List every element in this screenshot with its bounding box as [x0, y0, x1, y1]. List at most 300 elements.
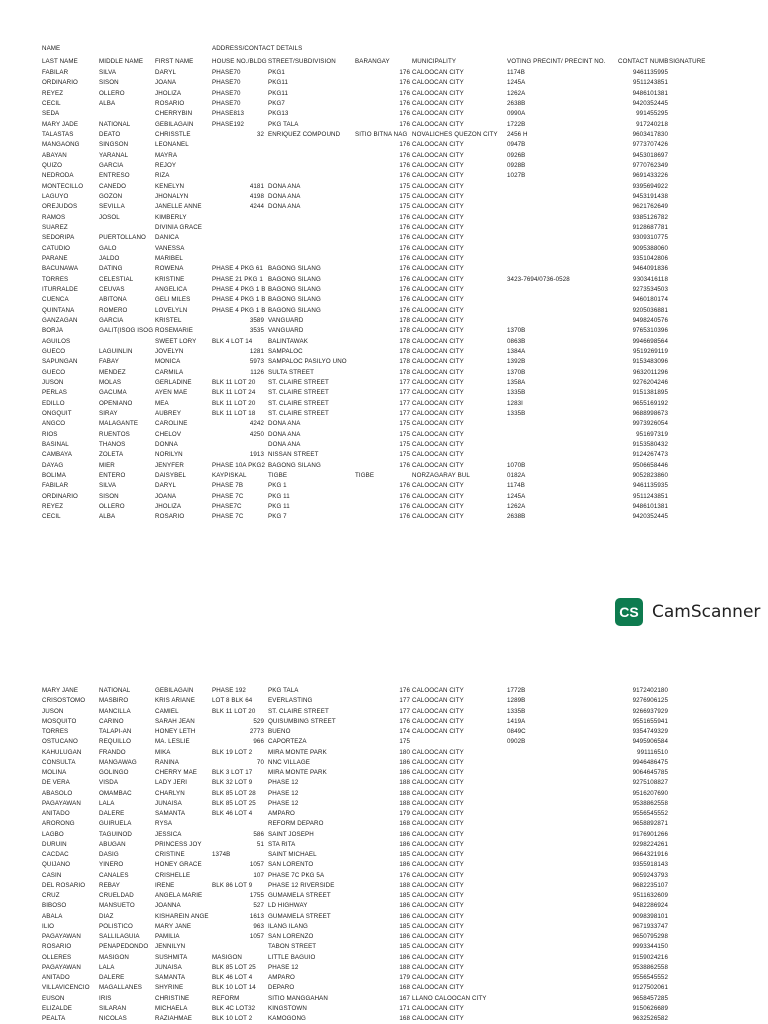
house-no-cell: 4181 — [249, 182, 264, 190]
last-name-cell: DURUIN — [42, 840, 67, 848]
first-name-cell: JANELLE ANNE — [155, 203, 202, 211]
municipality-cell: CALOOCAN CITY — [412, 306, 464, 314]
contact-number-cell: 9773707426 — [632, 141, 668, 149]
contact-number-cell: 9461135995 — [633, 69, 668, 76]
last-name-cell: BOLIMA — [42, 471, 66, 479]
street-cell: ENRIQUEZ COMPOUND — [268, 130, 341, 138]
district-no-cell: 186 — [399, 769, 410, 776]
street-cell: DONA ANA — [268, 420, 301, 428]
house-no-cell: 2773 — [249, 728, 264, 735]
district-no-cell: 176 — [399, 213, 410, 221]
contact-number-cell: 9671933747 — [632, 922, 668, 930]
middle-name-cell: GOLINGO — [99, 769, 129, 776]
table-row — [0, 512, 768, 522]
last-name-cell: ANITADO — [42, 810, 70, 817]
last-name-cell: MOLINA — [42, 769, 67, 776]
district-no-cell: 168 — [399, 1015, 410, 1022]
district-no-cell: 186 — [399, 912, 410, 920]
district-no-cell: 185 — [399, 892, 410, 899]
table-row — [0, 326, 768, 336]
house-no-cell: BLK 19 LOT 2 — [212, 748, 253, 756]
first-name-cell: GERLADINE — [155, 378, 192, 386]
table-row — [0, 140, 768, 150]
house-no-cell: PHASE 4 PKG 61 — [212, 265, 263, 273]
table-row — [0, 912, 768, 922]
contact-number-cell: 9655169192 — [632, 399, 668, 407]
middle-name-cell: TAGUINOD — [99, 830, 132, 838]
precinct-cell: 2638B — [507, 99, 526, 107]
first-name-cell: ROSARIO — [155, 99, 185, 107]
municipality-cell: CALOOCAN CITY — [412, 172, 464, 180]
contact-number-cell: 9551655941 — [632, 717, 668, 725]
contact-number-cell: 951697319 — [636, 430, 668, 438]
contact-number-cell: 9098398101 — [632, 912, 668, 920]
last-name-cell: DAYAG — [42, 461, 64, 469]
contact-number-cell: 9095388060 — [632, 244, 668, 252]
house-no-cell: BLK 10 LOT 2 — [212, 1015, 253, 1022]
last-name-cell: ORDINARIO — [42, 492, 78, 500]
table-row — [0, 850, 768, 860]
contact-number-cell: 9385126782 — [632, 213, 668, 221]
municipality-cell: CALOOCAN CITY — [412, 223, 464, 231]
middle-name-cell: POLISTICO — [99, 922, 133, 930]
contact-number-cell: 9486101381 — [632, 89, 668, 97]
district-no-cell: 178 — [399, 358, 410, 366]
street-cell: PKG TALA — [268, 687, 299, 694]
middle-name-cell: CANALES — [99, 871, 129, 879]
municipality-cell: CALOOCAN CITY — [412, 974, 464, 981]
street-cell: SULTA STREET — [268, 368, 315, 376]
house-no-cell: 527 — [253, 902, 264, 910]
house-no-cell: 529 — [253, 717, 264, 725]
contact-number-cell: 9511632609 — [633, 892, 668, 899]
house-no-cell: 1057 — [249, 933, 264, 940]
first-name-cell: ROWENA — [155, 265, 184, 273]
first-name-cell: KIMBERLY — [155, 213, 187, 221]
municipality-cell: CALOOCAN CITY — [412, 285, 464, 293]
district-no-cell: 175 — [399, 451, 410, 459]
house-no-cell: BLK 4C LOT32 — [212, 1004, 256, 1012]
street-cell: SAINT MICHAEL — [268, 851, 317, 858]
house-no-cell: 586 — [253, 830, 264, 838]
house-no-cell: 1613 — [249, 912, 264, 920]
table-row — [0, 120, 768, 130]
middle-name-cell: ALBA — [99, 513, 116, 521]
municipality-cell: CALOOCAN CITY — [412, 461, 464, 469]
municipality-cell: CALOOCAN CITY — [412, 789, 464, 797]
last-name-cell: QUIJANO — [42, 861, 71, 869]
middle-name-cell: REQUILLO — [99, 738, 132, 746]
table-row — [0, 1014, 768, 1024]
contact-number-cell: 9946698564 — [632, 337, 668, 345]
contact-number-cell: 9664321916 — [632, 851, 668, 858]
middle-name-cell: NATIONAL — [99, 120, 131, 128]
house-no-cell: PHASE 21 PKG 1 — [212, 275, 263, 283]
street-cell: MIRA MONTE PARK — [268, 769, 327, 776]
district-no-cell: 177 — [399, 399, 410, 407]
middle-name-cell: ABITONA — [99, 296, 127, 304]
contact-number-cell: 9153580432 — [632, 440, 668, 448]
street-cell: PHASE 12 — [268, 963, 299, 971]
contact-number-cell: 9153483096 — [632, 358, 668, 366]
middle-name-cell: TALAPI-AN — [99, 728, 132, 735]
middle-name-cell: SILVA — [99, 482, 117, 490]
municipality-cell: CALOOCAN CITY — [412, 922, 464, 930]
first-name-cell: MIKA — [155, 748, 171, 756]
middle-name-cell: CARINO — [99, 717, 124, 725]
district-no-cell: 180 — [399, 748, 410, 756]
house-no-cell: 107 — [253, 871, 264, 879]
last-name-cell: CRISOSTOMO — [42, 697, 86, 705]
house-no-cell: 966 — [253, 738, 264, 746]
contact-number-cell: 9276204246 — [632, 378, 668, 386]
precinct-cell: 1419A — [507, 717, 526, 725]
precinct-cell: 3423-7694/0736-0528 — [507, 275, 570, 283]
contact-number-cell: 9516207690 — [632, 789, 668, 797]
first-name-cell: CHERRY MAE — [155, 769, 198, 776]
house-no-cell: BLK 86 LOT 9 — [212, 881, 253, 889]
district-no-cell: 176 — [399, 482, 410, 490]
last-name-cell: ABALA — [42, 912, 63, 920]
table-row — [0, 182, 768, 192]
middle-name-cell: MANGAWAG — [99, 758, 137, 766]
table-row — [0, 316, 768, 326]
municipality-cell: CALOOCAN CITY — [412, 482, 464, 490]
street-cell: STA RITA — [268, 840, 296, 848]
table-row — [0, 686, 768, 696]
house-no-cell: BLK 11 LOT 20 — [212, 378, 256, 386]
district-no-cell: 176 — [399, 285, 410, 293]
contact-number-cell: 9993344150 — [632, 943, 668, 951]
first-name-cell: REJOY — [155, 161, 177, 169]
street-cell: BAGONG SILANG — [268, 285, 321, 293]
municipality-cell: CALOOCAN CITY — [412, 182, 464, 190]
district-no-cell: 177 — [399, 389, 410, 397]
first-name-cell: MICHAELA — [155, 1004, 188, 1012]
municipality-cell: NORZAGARAY BUL — [412, 471, 470, 479]
first-name-cell: SUSHMITA — [155, 953, 188, 961]
street-cell: PKG 11 — [268, 502, 290, 510]
middle-name-cell: JALDO — [99, 254, 120, 262]
house-no-cell: BLK 10 LOT 14 — [212, 984, 256, 992]
middle-name-cell: ENTERO — [99, 471, 126, 479]
house-no-cell: 1755 — [249, 892, 264, 899]
municipality-cell: CALOOCAN CITY — [412, 192, 464, 200]
municipality-cell: CALOOCAN CITY — [412, 963, 464, 971]
table-row — [0, 860, 768, 870]
middle-name-cell: GACUMA — [99, 389, 127, 397]
table-row — [0, 254, 768, 264]
middle-name-cell: GUIRUELA — [99, 820, 132, 828]
last-name-cell: NEDRODA — [42, 172, 74, 180]
table-row — [0, 758, 768, 768]
first-name-cell: ANGELICA — [155, 285, 188, 293]
last-name-cell: TALASTAS — [42, 130, 74, 138]
municipality-cell: CALOOCAN CITY — [412, 244, 464, 252]
first-name-cell: PAMILIA — [155, 933, 180, 940]
first-name-cell: CAMIEL — [155, 707, 179, 715]
table-row — [0, 171, 768, 181]
contact-number-cell: 9127502061 — [632, 984, 668, 992]
middle-name-cell: OMAMBAC — [99, 789, 132, 797]
street-cell: AMPARO — [268, 810, 295, 817]
table-row — [0, 963, 768, 973]
district-no-cell: 176 — [399, 502, 410, 510]
house-no-cell: BLK 3 LOT 17 — [212, 769, 253, 776]
first-name-cell: MARY JANE — [155, 922, 192, 930]
district-no-cell: 188 — [399, 963, 410, 971]
district-no-cell: 178 — [399, 337, 410, 345]
district-no-cell: 178 — [399, 316, 410, 324]
last-name-cell: RIOS — [42, 430, 58, 438]
precinct-cell: 0947B — [507, 141, 526, 149]
first-name-cell: RIZA — [155, 172, 170, 180]
municipality-cell: CALOOCAN CITY — [412, 953, 464, 961]
first-name-cell: KRISTINE — [155, 275, 185, 283]
last-name-cell: CATUDIO — [42, 244, 71, 252]
district-no-cell: 186 — [399, 830, 410, 838]
last-name-cell: OREJUDOS — [42, 203, 78, 211]
municipality-cell: CALOOCAN CITY — [412, 327, 464, 335]
district-no-cell: 176 — [399, 513, 410, 521]
first-name-cell: DIVINIA GRACE — [155, 223, 203, 231]
last-name-cell: CAMBAYA — [42, 451, 73, 459]
last-name-cell: GUECO — [42, 368, 66, 376]
district-no-cell: 167 — [399, 994, 410, 1002]
contact-number-cell: 9511243851 — [633, 79, 668, 87]
last-name-cell: GANZAGAN — [42, 316, 78, 324]
district-no-cell: 174 — [399, 728, 410, 735]
middle-name-cell: MANSUETO — [99, 902, 135, 910]
first-name-cell: IRENE — [155, 881, 175, 889]
municipality-cell: CALOOCAN CITY — [412, 409, 464, 417]
municipality-cell: CALOOCAN CITY — [412, 275, 464, 283]
precinct-cell: 0902B — [507, 738, 526, 746]
header-address-contact: ADDRESS/CONTACT DETAILS — [212, 45, 303, 52]
municipality-cell: CALOOCAN CITY — [412, 851, 464, 858]
contact-number-cell: 9486101381 — [632, 502, 668, 510]
middle-name-cell: OPENIANO — [99, 399, 133, 407]
table-row — [0, 419, 768, 429]
municipality-cell: CALOOCAN CITY — [412, 697, 464, 705]
municipality-cell: CALOOCAN CITY — [412, 820, 464, 828]
house-no-cell: PHASE 7C — [212, 513, 244, 521]
table-row — [0, 748, 768, 758]
middle-name-cell: DIAZ — [99, 912, 114, 920]
street-cell: REFORM DEPARO — [268, 820, 324, 828]
precinct-cell: 0849C — [507, 728, 526, 735]
district-no-cell: 168 — [399, 820, 410, 828]
house-no-cell: 4250 — [249, 430, 264, 438]
district-no-cell: 176 — [399, 265, 410, 273]
district-no-cell: 176 — [399, 461, 410, 469]
first-name-cell: JHOLIZA — [155, 502, 182, 510]
middle-name-cell: ENTRESO — [99, 172, 130, 180]
street-cell: BAGONG SILANG — [268, 306, 321, 314]
middle-name-cell: SISON — [99, 492, 119, 500]
last-name-cell: SEDA — [42, 110, 60, 118]
first-name-cell: GEBILAGAIN — [155, 687, 194, 694]
first-name-cell: JOVELYN — [155, 347, 184, 355]
last-name-cell: FABILAR — [42, 482, 69, 490]
contact-number-cell: 9650795298 — [632, 933, 668, 940]
middle-name-cell: SISON — [99, 79, 119, 87]
first-name-cell: SAMANTA — [155, 974, 186, 981]
middle-name-cell: SIRAY — [99, 409, 118, 417]
district-no-cell: 177 — [399, 409, 410, 417]
middle-name-cell: THANOS — [99, 440, 126, 448]
contact-number-cell: 9519269119 — [633, 347, 668, 355]
house-no-cell: PHASE70 — [212, 89, 241, 97]
house-no-cell: BLK 11 LOT 24 — [212, 389, 256, 397]
contact-number-cell: 9658457285 — [632, 994, 668, 1002]
municipality-cell: CALOOCAN CITY — [412, 840, 464, 848]
district-no-cell: 176 — [399, 120, 410, 128]
contact-number-cell: 9538862558 — [632, 963, 668, 971]
header-contact: CONTACT NUMB — [618, 58, 669, 65]
municipality-cell: CALOOCAN CITY — [412, 902, 464, 910]
last-name-cell: PAGAYAWAN — [42, 799, 81, 807]
table-row — [0, 717, 768, 727]
municipality-cell: CALOOCAN CITY — [412, 728, 464, 735]
street-cell: AMPARO — [268, 974, 295, 981]
contact-number-cell: 9464091836 — [632, 265, 668, 273]
last-name-cell: EUSON — [42, 994, 65, 1002]
table-row — [0, 502, 768, 512]
middle-name-cell: PUERTOLLANO — [99, 234, 146, 242]
header-barangay: BARANGAY — [355, 58, 390, 65]
last-name-cell: BIBOSO — [42, 902, 67, 910]
middle-name-cell: CEUVAS — [99, 285, 125, 293]
first-name-cell: SHYRINE — [155, 984, 184, 992]
last-name-cell: ANITADO — [42, 974, 70, 981]
municipality-cell: CALOOCAN CITY — [412, 830, 464, 838]
last-name-cell: SEDORIPA — [42, 234, 75, 242]
last-name-cell: CASIN — [42, 871, 62, 879]
district-no-cell: 176 — [399, 161, 410, 169]
district-no-cell: 186 — [399, 902, 410, 910]
first-name-cell: CHARLYN — [155, 789, 185, 797]
camscanner-brand: CamScanner — [652, 602, 761, 622]
precinct-cell: 1262A — [507, 502, 526, 510]
house-no-cell: BLK 11 LOT 18 — [212, 409, 256, 417]
contact-number-cell: 9420352445 — [632, 513, 668, 521]
first-name-cell: KISHAREIN ANGE — [155, 912, 209, 920]
first-name-cell: MEA — [155, 399, 169, 407]
contact-number-cell: 9682235107 — [632, 881, 668, 889]
first-name-cell: LOVELYLN — [155, 306, 188, 314]
municipality-cell: CALOOCAN CITY — [412, 234, 464, 242]
street-cell: ST. CLAIRE STREET — [268, 399, 329, 407]
district-no-cell: 176 — [399, 296, 410, 304]
contact-number-cell: 9354749329 — [632, 728, 668, 735]
municipality-cell: LLANO CALOOCAN CITY — [412, 994, 487, 1002]
street-cell: LITTLE BAGUIO — [268, 953, 316, 961]
district-no-cell: 178 — [399, 327, 410, 335]
house-no-cell: BLK 11 LOT 20 — [212, 707, 256, 715]
house-no-cell: 1057 — [249, 861, 264, 869]
house-no-cell: PHASE 4 PKG 1 B — [212, 306, 266, 314]
middle-name-cell: MAGALLANES — [99, 984, 142, 992]
house-no-cell: PHASE 4 PKG 1 B — [212, 285, 266, 293]
municipality-cell: CALOOCAN CITY — [412, 378, 464, 386]
district-no-cell: 186 — [399, 953, 410, 961]
middle-name-cell: ABUGAN — [99, 840, 126, 848]
table-row — [0, 275, 768, 285]
contact-number-cell: 9159024216 — [632, 953, 668, 961]
first-name-cell: NORILYN — [155, 451, 183, 459]
street-cell: SAMPALOC PASILYO UNO — [268, 358, 347, 366]
last-name-cell: CONSULTA — [42, 758, 76, 766]
table-row — [0, 707, 768, 717]
header-house-no: HOUSE NO./BLDG — [212, 58, 267, 65]
table-row — [0, 737, 768, 747]
district-no-cell: 175 — [399, 420, 410, 428]
first-name-cell: DANICA — [155, 234, 179, 242]
contact-number-cell: 9946486475 — [632, 758, 668, 766]
table-row — [0, 89, 768, 99]
camscanner-logo: CS — [615, 598, 643, 626]
municipality-cell: CALOOCAN CITY — [412, 99, 464, 107]
contact-number-cell: 9688998673 — [632, 409, 668, 417]
district-no-cell: 171 — [399, 1004, 410, 1012]
table-row — [0, 778, 768, 788]
street-cell: VANGUARD — [268, 316, 304, 324]
first-name-cell: MAYRA — [155, 151, 178, 159]
precinct-cell: 1335B — [507, 389, 526, 397]
house-no-cell: 51 — [256, 840, 264, 848]
municipality-cell: CALOOCAN CITY — [412, 389, 464, 397]
municipality-cell: CALOOCAN CITY — [412, 161, 464, 169]
last-name-cell: MARY JADE — [42, 120, 79, 128]
table-row — [0, 819, 768, 829]
last-name-cell: MONTECILLO — [42, 182, 84, 190]
first-name-cell: VANESSA — [155, 244, 185, 252]
street-cell: SITIO MANGGAHAN — [268, 994, 328, 1002]
contact-number-cell: 9770762349 — [632, 161, 668, 169]
table-row — [0, 430, 768, 440]
last-name-cell: CECIL — [42, 513, 61, 521]
house-no-cell: BLK 85 LOT 28 — [212, 789, 256, 797]
table-row — [0, 337, 768, 347]
contact-number-cell: 9176901266 — [632, 830, 668, 838]
house-no-cell: 5973 — [249, 358, 264, 366]
first-name-cell: JOANNA — [155, 902, 181, 910]
first-name-cell: DAISYBEL — [155, 471, 187, 479]
first-name-cell: CHRISSTLE — [155, 130, 191, 138]
municipality-cell: CALOOCAN CITY — [412, 799, 464, 807]
last-name-cell: REYEZ — [42, 502, 64, 510]
last-name-cell: LAGUYO — [42, 192, 69, 200]
precinct-cell: 1335B — [507, 707, 526, 715]
house-no-cell: 32 — [256, 130, 264, 138]
last-name-cell: ANGCO — [42, 420, 66, 428]
first-name-cell: CAROLINE — [155, 420, 188, 428]
house-no-cell: 3589 — [249, 316, 264, 324]
house-no-cell: PHASE7C — [212, 502, 242, 510]
street-cell: NISSAN STREET — [268, 451, 319, 459]
contact-number-cell: 9150626689 — [632, 1004, 668, 1012]
house-no-cell: PHASE813 — [212, 110, 245, 118]
middle-name-cell: MOLAS — [99, 378, 122, 386]
last-name-cell: ROSARIO — [42, 943, 72, 951]
house-no-cell: 4198 — [249, 192, 264, 200]
table-row — [0, 388, 768, 398]
table-row — [0, 151, 768, 161]
last-name-cell: SUAREZ — [42, 223, 68, 231]
table-row — [0, 696, 768, 706]
municipality-cell: CALOOCAN CITY — [412, 881, 464, 889]
